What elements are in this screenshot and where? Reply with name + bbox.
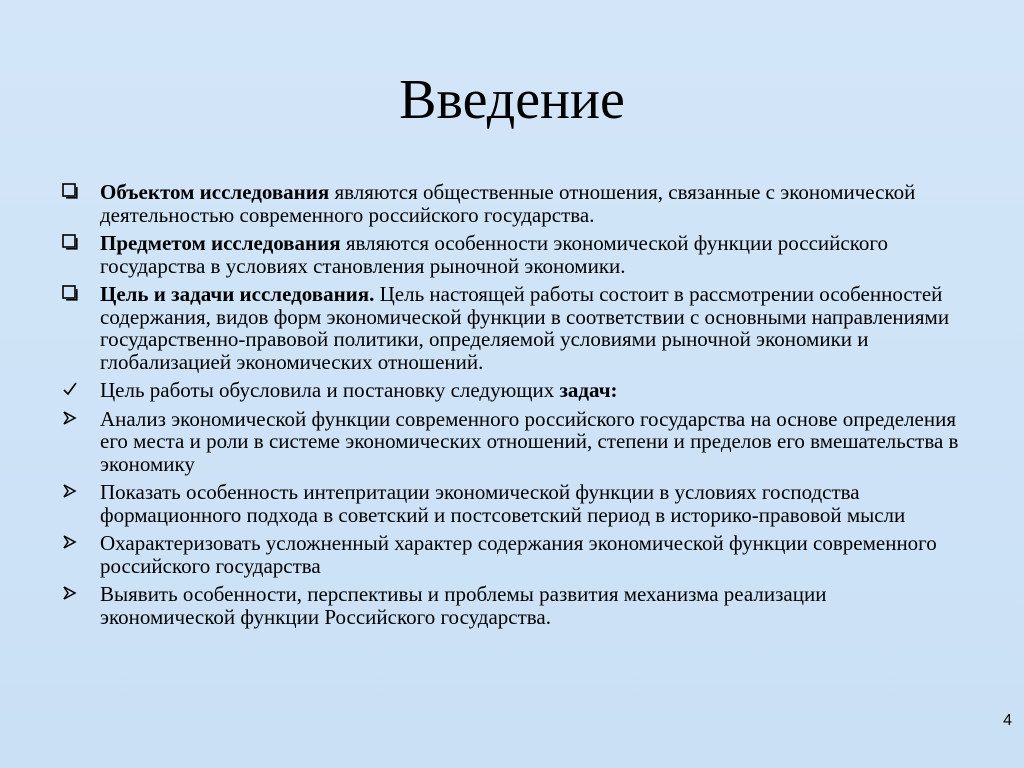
item-text: являются общественные отношения, связанные с экономической деятельностью современного российского государства. — [100, 180, 916, 227]
list-item — [60, 408, 960, 476]
item-text: Охарактеризовать усложненный характер содержания экономической функции современного российского государства — [100, 531, 937, 578]
item-text: Показать особенность интепритации экономической функции в условиях господства формационного подхода в советский и постсоветский период в историко-правовой мысли — [100, 480, 906, 527]
arrow-icon — [60, 408, 88, 430]
item-text: Анализ экономической функции современного российского государства на основе определения его места и роли в системе экономических отношений, степени и пределов его вмешательства в экономику — [100, 406, 959, 476]
item-bold-end: задач: — [559, 378, 618, 402]
list-item — [60, 232, 960, 277]
arrow-icon — [60, 532, 88, 554]
slide-title: Введение — [399, 69, 625, 131]
arrow-icon — [60, 583, 88, 605]
item-text: Выявить особенности, перспективы и проблемы развития механизма реализации экономической функции Российского государства. — [100, 582, 827, 629]
checkbox-icon — [60, 181, 88, 203]
list-item — [60, 583, 960, 628]
item-text: Цель работы обусловила и постановку следующих — [100, 378, 560, 402]
arrow-icon — [60, 481, 88, 503]
item-bold-label: Предметом исследования — [100, 231, 341, 255]
list-item — [60, 481, 960, 526]
checkbox-icon — [60, 232, 88, 254]
item-text: являются особенности экономической функции российского государства в условиях становления рыночной экономики. — [100, 231, 888, 278]
checkbox-icon — [60, 283, 88, 305]
list-item — [60, 283, 960, 373]
list-item — [60, 379, 960, 402]
page-number: 4 — [1003, 712, 1012, 729]
slide-content — [60, 181, 960, 634]
item-bold-label: Цель и задачи исследования. — [100, 282, 375, 306]
item-text: Цель настоящей работы состоит в рассмотрении особенностей содержания, видов форм экономической функции в соответствии с основными направлениями государственно-правовой политики, определяемой условиями рыночной экономики и глобализацией экономических отношений. — [100, 282, 950, 374]
checkmark-icon — [60, 379, 88, 401]
list-item — [60, 532, 960, 577]
item-bold-label: Объектом исследования — [100, 180, 330, 204]
list-item — [60, 181, 960, 226]
